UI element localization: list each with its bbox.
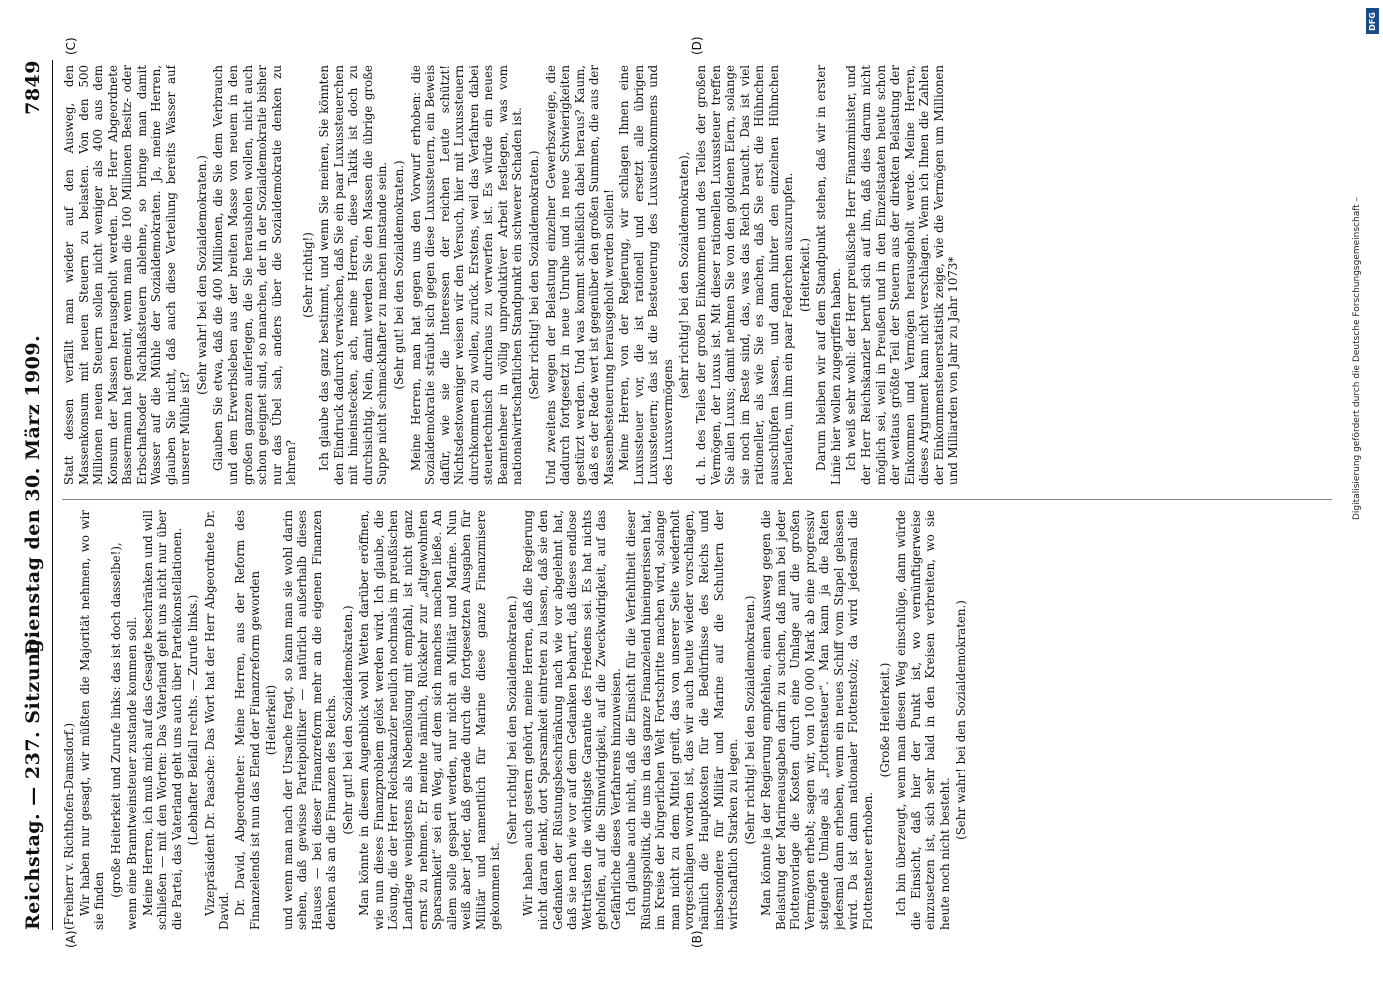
paragraph: Vizepräsident Dr. Paasche: Das Wort hat der Herr Abgeordnete Dr. David.: [202, 510, 232, 930]
paragraph: Meine Herren, ich muß mich auf das Gesagte beschränken und will schließen — mit den Worten: Das Vaterland geht uns nicht nur über die Partei, das Vaterland geht uns auch über Parteikonstellationen.: [140, 510, 184, 930]
paragraph: (Lebhafter Beifall rechts. — Zurufe links.): [186, 594, 201, 846]
right-column: [62, 65, 1342, 485]
margin-mark-c: (C): [64, 37, 78, 55]
paragraph: (große Heiterkeit und Zurufe links: das ist doch dasselbe!),: [108, 542, 123, 898]
paragraph: Und zweitens wegen der Belastung einzelner Gewerbszweige, die dadurch fortgesetzt in neue Unruhe und in neue Schwierigkeiten gestürzt werden. Und was kommt schließlich dabei heraus? Kaum, daß es der Rede wert ist gegenüber den großen Summen, die aus der Massenbesteuerung herausgeholt werden sollen!: [543, 65, 616, 485]
paragraph: (Sehr wahr! bei den Sozialdemokraten.): [194, 155, 209, 395]
paragraph: Meine Herren, von der Regierung, wir schlagen Ihnen eine Luxussteuer vor, die ist rationell und ersetzt alle übrigen Luxussteuern; das ist die Besteuerung des Luxuseinkommens und des Luxusvermögens: [617, 65, 675, 485]
header-divider: [52, 60, 53, 930]
page-number: 7849: [22, 60, 44, 115]
paragraph: (Heiterkeit.): [797, 238, 812, 313]
paragraph: Wir haben nur gesagt, wir müßten die Majorität nehmen, wo wir sie finden: [77, 510, 107, 930]
margin-mark-d: (D): [690, 36, 704, 55]
paragraph: (Sehr gut! bei den Sozialdemokraten.): [392, 160, 407, 390]
paragraph: (Große Heiterkeit.): [877, 662, 892, 778]
paragraph: (Freiherr v. Richthofen-Damsdorf.): [62, 722, 76, 930]
paragraph: (sehr richtig! bei den Sozialdemokraten),: [677, 151, 692, 399]
paragraph: Glauben Sie etwa, daß die 400 Millionen, die Sie dem Verbrauch und dem Erwerbsleben aus der breiten Masse von neuem in den großen ganzen auferlegen, die Sie herausholen wollen, nicht auch schon geeignet sind, so manchen, der in der Sozialdemokratie bisher nur das Übel sah, anders über die Sozialdemokratie denken zu lehren?: [211, 65, 299, 485]
paragraph: (Heiterkeit): [264, 684, 279, 756]
paragraph: d. h. des Teiles der großen Einkommen und des Teiles der großen Vermögen, der Luxus ist. Mit dieser rationellen Luxussteuer treffen Sie allen Luxus; damit nehmen Sie von den goldenen Eiern, solange sie noch im Reste sind, das, was das Reich braucht. Das ist viel rationeller, als wie Sie es machen, daß Sie erst die Hühnchen ausschlüpfen lassen, und dann hinter den einzelnen Hühnchen herlaufen, um ihm ein paar Federchen auszurupfen.: [693, 65, 796, 485]
paragraph: Man könnte ja der Regierung empfehlen, einen Ausweg gegen die Belastung der Marineausgaben darin zu suchen, daß man bei jeder Flottenvorlage die Kosten durch eine Umlage auf die großen Vermögen erhebt; sagen wir, von 100 000 Mark ab eine progressiv steigende Umlage als „Flottensteuer“. Man kann ja die Raten jedesmal dann erheben, wenn ein neues Schiff vom Stapel gelassen wird. Da ist dann nationaler Flottenstolz; da wird jedesmal die Flottensteuer erhoben.: [759, 510, 875, 930]
paragraph: (Sehr richtig! bei den Sozialdemokraten.): [504, 595, 519, 845]
paragraph: (Sehr richtig! bei den Sozialdemokraten.): [742, 595, 757, 845]
dfg-logo: [1366, 8, 1379, 34]
paragraph: Meine Herren, man hat gegen uns den Vorwurf erhoben: die Sozialdemokratie sträubt sich gegen diese Luxussteuern, ein Beweis dafür, wie sie die Interessen der reichen Leute schützt! Nichtsdestoweniger weisen wir den Versuch, hier mit Luxussteuern durchkommen zu wollen, zurück. Erstens, weil das Verfahren dabei steuertechnisch durchaus zu verwerfen ist. Es würde ein neues Beamtenheer in völlig unproduktiver Arbeit festlegen, was vom nationalwirtschaftlichen Standpunkt ein schwerer Schaden ist.: [408, 65, 525, 485]
page-header: [22, 60, 52, 930]
paragraph: Dr. David, Abgeordneter: Meine Herren, aus der Reform des Finanzelends ist nun das Elend der Finanzreform geworden: [233, 510, 262, 930]
paragraph: (Sehr richtig!): [300, 232, 315, 318]
paragraph: Ich glaube auch nicht, daß die Einsicht für die Verfehltheit dieser Rüstungspolitik, die uns in das ganze Finanzelend hineingerissen hat, im Kreise der bürgerlichen Welt Fortschritte machen wird, solange man nicht zu dem Mittel greift, das von unserer Seite wiederholt vorgeschlagen worden ist, das wir auch heute wieder vorschlagen, nämlich die Hauptkosten für die Bedürfnisse des Reichs und insbesondere für Militär und Marine auf die Schultern der wirtschaftlich Starken zu legen.: [624, 510, 741, 930]
paragraph: Darum bleiben wir auf dem Standpunkt stehen, daß wir in erster Linie hier wollen zugegriffen haben.: [814, 65, 843, 485]
dfg-logo-text: DFG: [1368, 11, 1378, 31]
paragraph: Statt dessen verfällt man wieder auf den Ausweg, den Massenkonsum mit neuen Steuern zu belasten. Von den 500 Millionen neuen Steuern sollen nicht weniger als 400 aus dem Konsum der Massen herausgeholt werden. Der Herr Abgeordnete Bassermann hat gemeint, wenn man die 100 Millionen Besitz- oder Erbschaftsoder Nachlaßsteuern ablehne, so bringe man damit Wasser auf die Mühle der Sozialdemokraten. Ja, meine Herren, glauben Sie nicht, daß auch diese Verteilung bereits Wasser auf unserer Mühle ist?: [62, 65, 193, 485]
digitization-text: Digitalisierung gefördert durch die Deutsche Forschungsgemeinschaft –: [1352, 196, 1362, 520]
paragraph: wenn eine Branntweinsteuer zustande kommen soll.: [125, 616, 140, 930]
paragraph: Ich bin überzeugt, wenn man diesen Weg einschlüge, dann würde die Einsicht, daß hier der Punkt ist, wo vernünftigerweise einzusetzen ist, sich sehr bald in den Kreisen verbreiten, wo sie heute noch nicht besteht.: [894, 510, 952, 930]
left-column: [62, 510, 1342, 930]
margin-mark-b: (B): [690, 930, 704, 948]
margin-mark-a: (A): [64, 930, 78, 948]
paragraph: und wenn man nach der Ursache fragt, so kann man sie wohl darin sehen, daß gewisse Parteipolitiker — natürlich außerhalb dieses Hauses — bei dieser Finanzreform mehr an die eigenen Finanzen denken als an die Finanzen des Reichs.: [280, 510, 339, 930]
session-date: Dienstag den 30. März 1909.: [22, 334, 44, 656]
paragraph: (Sehr richtig! bei den Sozialdemokraten.): [526, 150, 541, 400]
paragraph: Wir haben auch gestern gehört, meine Herren, daß die Regierung nicht daran denkt, dort Sparsamkeit eintreten zu lassen, daß sie den Gedanken der Rüstungsbeschränkung nach wie vor abgelehnt hat, daß sie nach wie vor auf dem Gedanken beharrt, daß dieses endlose Wettrüsten die wichtigste Garantie des Friedens sei. Es hat nichts geholfen, auf die Sinnwidrigkeit, auf die Zweckwidrigkeit, auf das Gefährliche dieses Verfahrens hinzuweisen.: [521, 510, 623, 930]
paragraph: Ich weiß sehr wohl: der Herr preußische Herr Finanzminister, und der Herr Reichskanzler beruft sich auf ihn, daß dies darum nicht möglich sei, weil in Preußen und in den Einzelstaaten heute schon der weitaus größte Teil der Steuern aus der direkten Belastung der Einkommen und Vermögen herausgeholt werde. Meine Herren, dieses Argument kann nicht verschlagen. Wenn ich Ihnen die Zahlen der Einkommensteuerstatistik zeige, wie die Vermögen um Millionen und Milliarden von Jahr zu Jahr 1073*: [844, 65, 961, 485]
session-title: Reichstag. — 237. Sitzung.: [22, 631, 44, 930]
paragraph: (Sehr gut! bei den Sozialdemokraten.): [340, 605, 355, 835]
paragraph: Man könnte in diesem Augenblick wohl Wetten darüber eröffnen, wie nun dieses Finanzproblem gelöst werden wird. Ich glaube, die Lösung, die der Herr Reichskanzler neulich nochmals im preußischen Landtage wenigstens als Nebenlösung mit empfahl, ist nicht ganz ernst zu nehmen. Er meinte nämlich, Rückkehr zur „altgewohnten Sparsamkeit“ sei ein Weg, auf dem sich manches machen ließe. An allem solle gespart werden, nur nicht an Militär und Marine. Nun weiß aber jeder, daß gerade durch die fortgesetzten Ausgaben für Militär und namentlich für Marine diese ganze Finanzmisere gekommen ist.: [357, 510, 503, 930]
paragraph: (Sehr wahr! bei den Sozialdemokraten.): [954, 600, 969, 840]
column-divider: [62, 499, 1332, 500]
paragraph: Ich glaube das ganz bestimmt, und wenn Sie meinen, Sie könnten den Eindruck dadurch verwischen, daß Sie ein paar Luxussteuerchen mit hineinstecken, ach, meine Herren, diese Taktik ist doch zu durchsichtig. Nein, damit werden Sie den Massen die übrige große Suppe nicht schmackhafter zu machen imstande sein.: [317, 65, 390, 485]
